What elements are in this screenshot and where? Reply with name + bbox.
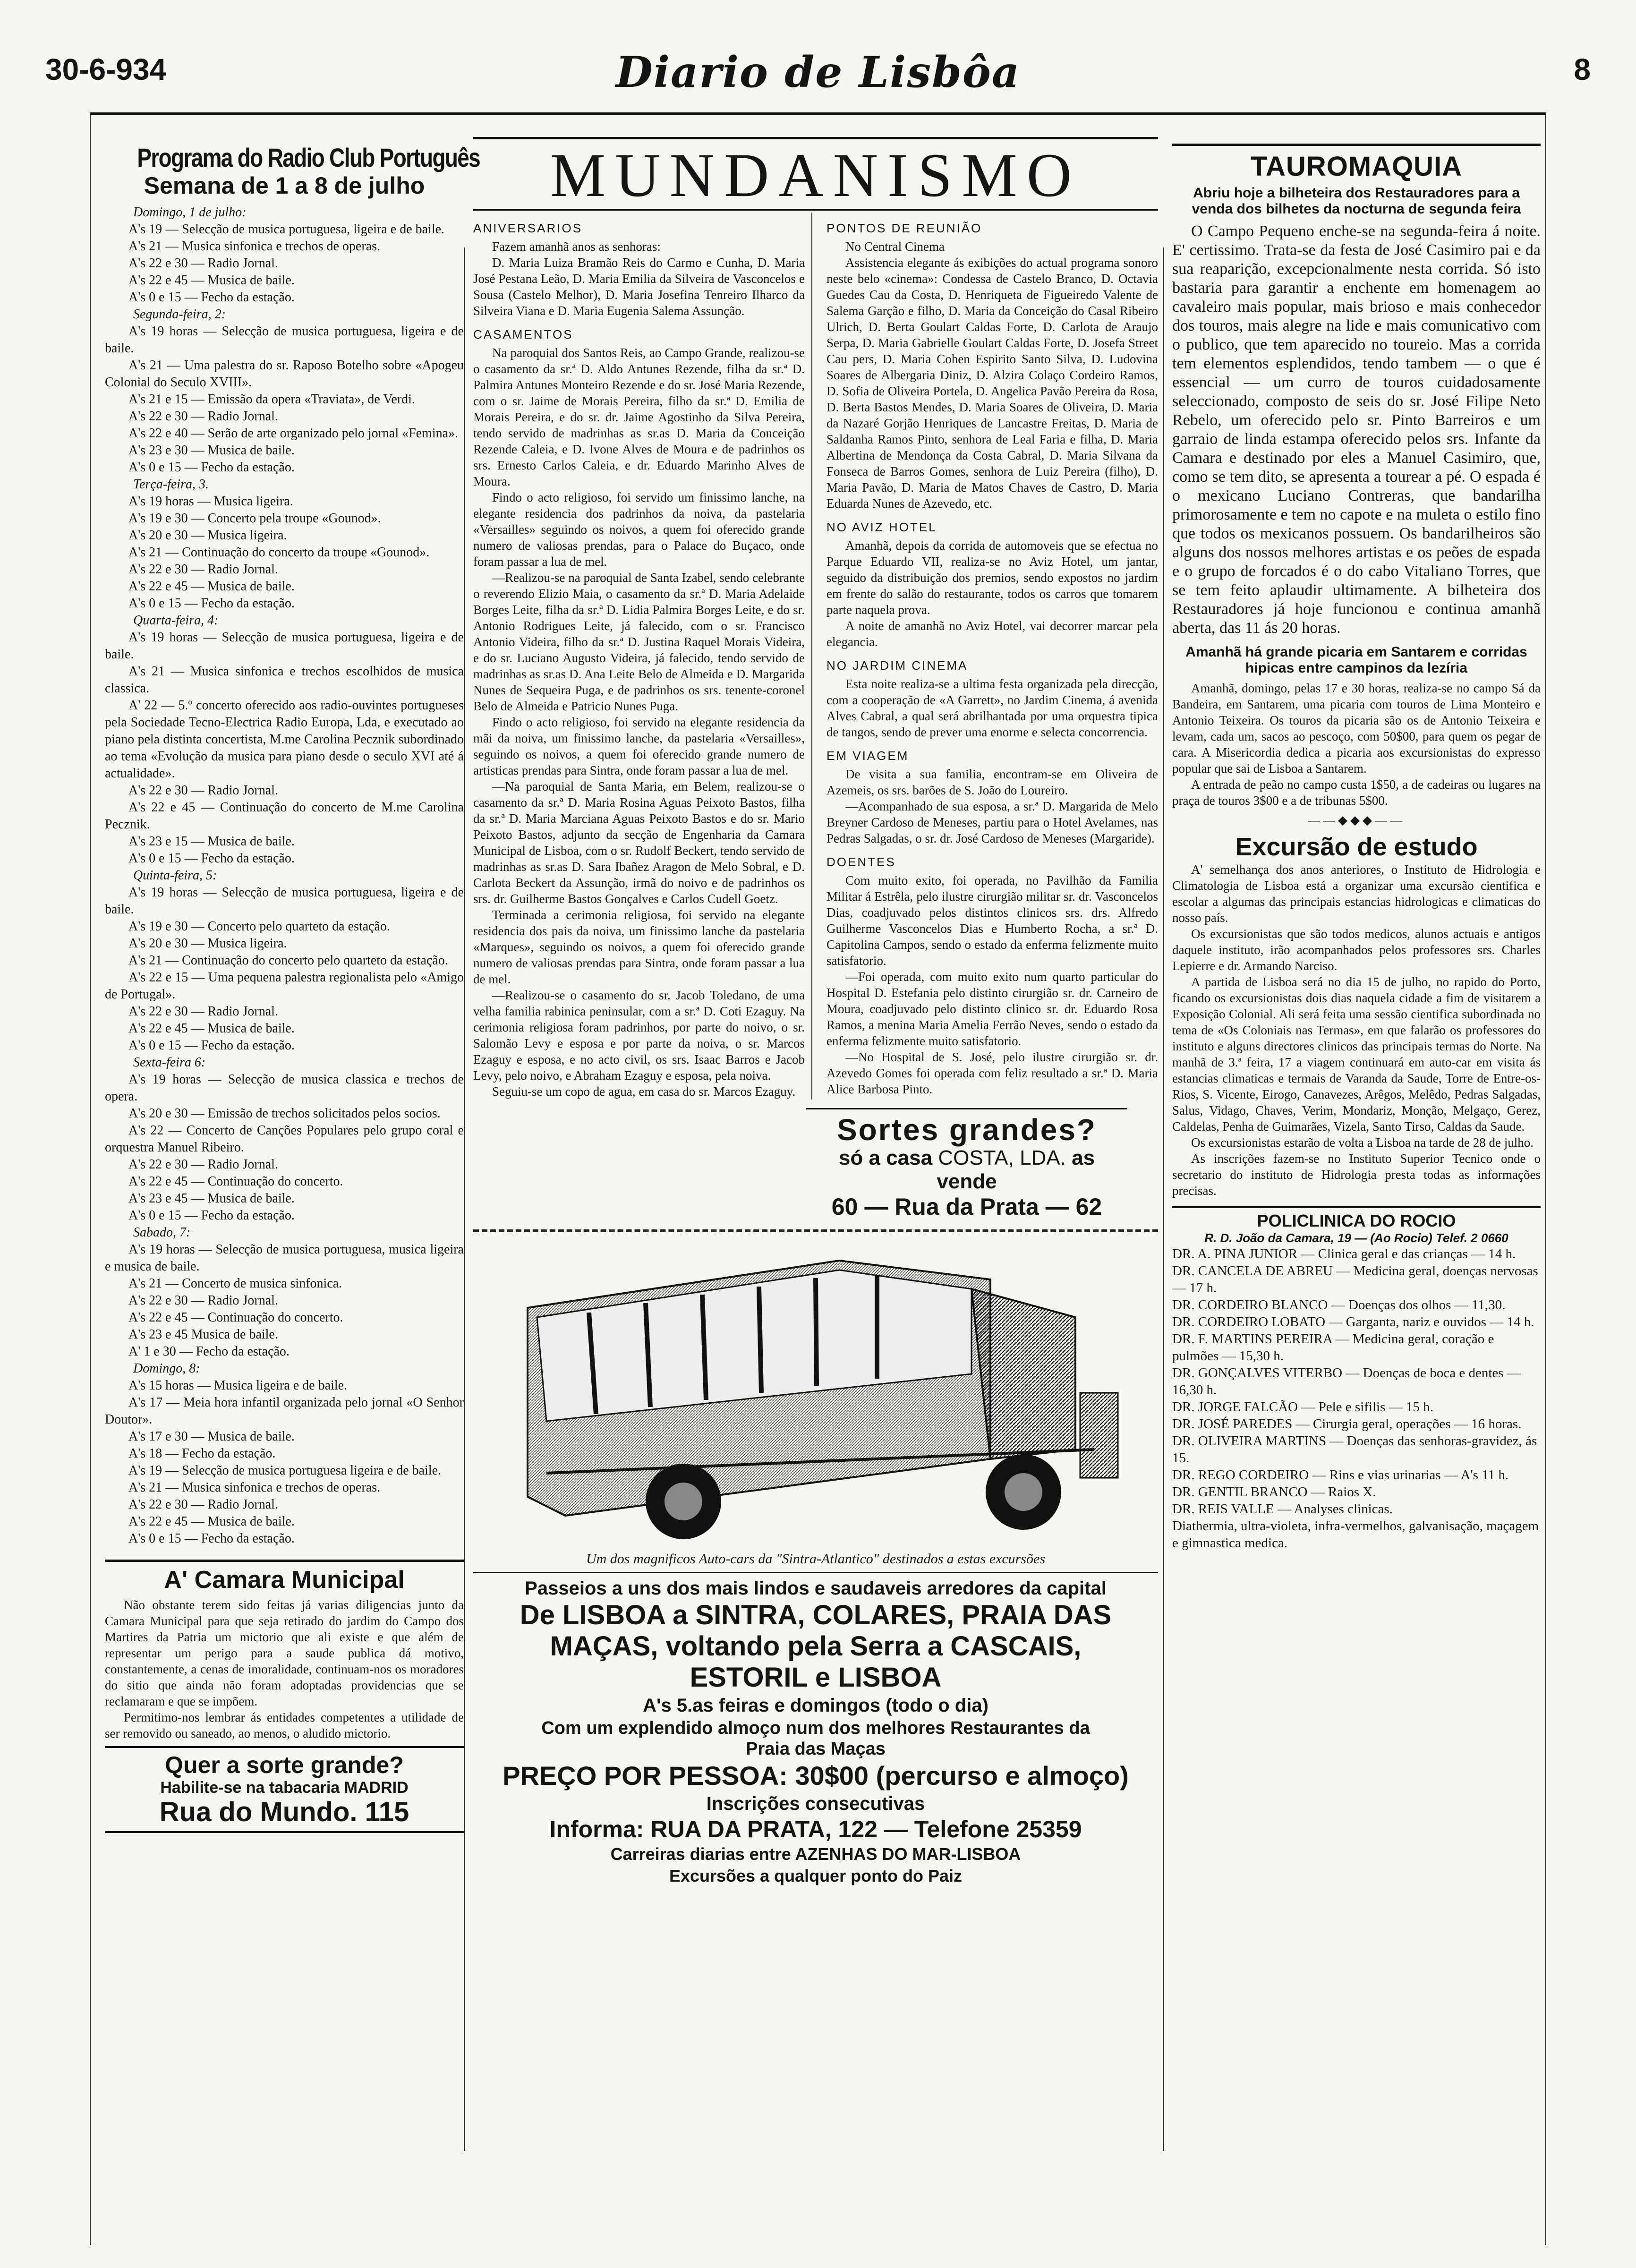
tauromaquia-body: O Campo Pequeno enche-se na segunda-feira á noite. E' certissimo. Trata-se da festa de José Casimiro pai e da sua reaparição, excepcionalmente nesta corrida. Só isto bastaria para garantir a enchente em homenagem ao cavaleiro mais popular, mais brioso e mais conhecedor dos touros, mais alegre na lide e mais comunicativo com o publico, que tem aparecido no toureio. Mas a corrida tem elementos esplendidos, tendo tambem — o que é essencial — um curro de touros cuidadosamente seleccionado, composto de seis do sr. José Filipe Neto Rebelo, um oferecido pelo sr. Pinto Barreiros e um garraio de linda estampa oferecido pelos srs. Infante da Camara e destinado por eles a Manuel Casimiro, que, como se tem dito, se apresenta a tourear a pé. O espada é o mexicano Luciano Contreras, que bandarilha primorosamente e tem no capote e na muleta o estilo fino que todos os mexicanos possuem. Os bandarilheiros são alguns dos nossos melhores artistas e os peões de espada e o grupo de forcados é o do cabo Vitaliano Torres, que se tem feito aplaudir ultimamente. A bilheteira dos Restauradores já hoje funcionou e continua amanhã aberta, das 11 ás 20 horas. [1172,222,1541,637]
clinic-entry: DR. A. PINA JUNIOR — Clinica geral e das crianças — 14 h. [1172,1246,1516,1262]
schedule-item: A's 17 — Meia hora infantil organizada pelo jornal «O Senhor Doutor». [105,1395,464,1427]
schedule-day: Quarta-feira, 4: [133,613,219,628]
schedule-item: A's 22 e 30 — Radio Jornal. [128,1497,278,1512]
bus-ad-line3: A's 5.as feiras e domingos (todo o dia) [643,1695,988,1716]
santarem-body-2: A entrada de peão no campo custa 1$50, a de cadeiras ou lugares na praça de touros 3$00 e a de tribunas 5$00. [1172,777,1541,808]
schedule-item: A's 21 — Continuação do concerto pelo quarteto da estação. [128,953,448,968]
bus-ad-text [473,1572,1158,1887]
schedule-item: A's 0 e 15 — Fecho da estação. [128,596,295,611]
section-heading: NO AVIZ HOTEL [827,520,937,534]
santarem-subtitle: Amanhã há grande picaria em Santarem e corridas hipicas entre campinos da lezíria [1185,644,1527,676]
schedule-item: A's 21 — Musica sinfonica e trechos de operas. [128,1480,381,1495]
schedule-item: A's 22 e 45 — Musica de baile. [128,273,295,288]
schedule-item: A's 22 e 45 — Continuação do concerto. [128,1310,343,1325]
schedule-item: A's 21 — Continuação do concerto da troupe «Gounod». [128,545,430,560]
schedule-item: A's 22 e 45 — Musica de baile. [128,579,295,594]
schedule-item: A's 21 — Concerto de musica sinfonica. [128,1276,342,1291]
clinic-entry: DR. OLIVEIRA MARTINS — Doenças das senhoras-gravidez, ás 15. [1172,1433,1537,1466]
section-paragraph: Fazem amanhã anos as senhoras: [492,239,661,254]
section-paragraph: Na paroquial dos Santos Reis, ao Campo Grande, realizou-se o casamento da sr.ª D. Aldo Antunes Rezende, filha da sr.ª D. Palmira Antunes Monteiro Rezende e do sr. José Maria Rezende, com o sr. Jaime de Morais Pereira, filho da sr.ª D. Emilia de Morais Pereira, e do sr. dr. Jaime Agostinho da Silva Pereira, tendo servido de madrinhas as sr.as D. Maria da Conceição Rezende Caleia, e D. Ivone Alves de Moura e de padrinhos os srs. Ernesto Carlos Caleia, e dr. Eduardo Marinho Alves de Moura. [473,346,805,488]
sortes-line2a: só a casa [838,1146,933,1169]
schedule-item: A's 22 e 45 — Musica de baile. [128,1514,295,1529]
sortes-line2c: as vende [937,1146,1095,1193]
section-paragraph: Findo o acto religioso, foi servido um finissimo lanche, na elegante residencia dos padrinhos da noiva, da pastelaria «Versailles» seguindo os noivos, a quem foi oferecido grande numero de valiosas prendas, para o Palace do Buçaco, onde foram passar a lua de mel. [473,490,805,569]
schedule-item: A's 22 e 30 — Radio Jornal. [128,256,278,271]
page-number: 8 [1574,52,1591,86]
schedule-item: A's 22 e 30 — Radio Jornal. [128,1157,278,1172]
page-frame [90,112,1546,2245]
schedule-day: Sexta-feira 6: [133,1055,206,1070]
schedule-item: A's 0 e 15 — Fecho da estação. [128,290,295,305]
schedule-item: A's 0 e 15 — Fecho da estação. [128,1038,295,1053]
section-paragraph: —Realizou-se o casamento do sr. Jacob Toledano, de uma velha familia rabinica peninsular, com a sr.ª D. Coti Ezaguy. Na cerimonia religiosa foram padrinhos, por parte do noivo, o sr. Salomão Levy e esposa e por parte da noiva, o sr. Marcos Ezaguy e esposa, e no acto civil, os srs. Isaac Barros e Jacob Levy, pelo noivo, e Abraham Ezaguy e esposa, pela noiva. [473,988,805,1083]
autocar-bus-image [480,1251,1151,1544]
masthead [45,47,1591,99]
schedule-item: A's 19 — Selecção de musica portuguesa, ligeira e de baile. [128,222,445,237]
schedule-item: A's 19 horas — Selecção de musica portuguesa, ligeira e de baile. [105,630,464,662]
schedule-item: A's 17 e 30 — Musica de baile. [128,1429,295,1444]
schedule-day: Domingo, 8: [133,1361,200,1376]
schedule-item: A's 0 e 15 — Fecho da estação. [128,1208,295,1223]
mundanismo-title: MUNDANISMO [473,137,1158,211]
bus-ad-line4: Com um explendido almoço num dos melhores Restaurantes da Praia das Maças [541,1718,1090,1759]
schedule-item: A's 22 e 30 — Radio Jornal. [128,1293,278,1308]
schedule-item: A's 19 horas — Selecção de musica portuguesa, musica ligeira e musica de baile. [105,1242,464,1274]
sortes-line2b: COSTA, LDA. [938,1146,1066,1169]
section-paragraph: Com muito exito, foi operada, no Pavilhão da Familia Militar á Estrêla, pelo ilustre cirurgião militar sr. dr. Vasconcelos Dias, coadjuvado pelos distintos clinicos srs. drs. Alfredo Guilherme Vasconcelos Dias e Humberto Rocha, a sr.ª D. Capitolina Campos, sendo o estado da enferma felizmente muito satisfatorio. [827,873,1158,968]
section-paragraph: —Foi operada, com muito exito num quarto particular do Hospital D. Estefania pelo distinto cirurgião sr. dr. Carneiro de Moura, coadjuvado pelo distinto clinico sr. dr. Eduardo Rosa Ramos, a menina Maria Amelia Ferrão Neves, sendo o estado da enferma felizmente muito satisfatorio. [827,970,1158,1048]
sorte-ad-line1: Quer a sorte grande? [165,1752,404,1778]
section-paragraph: —Acompanhado de sua esposa, a sr.ª D. Margarida de Melo Breyner Cardoso de Meneses, partiu para o Hotel Avelames, nas Pedras Salgadas, o sr. dr. José Cardoso de Meneses (Margaride). [827,799,1158,845]
schedule-item: A's 0 e 15 — Fecho da estação. [128,851,295,866]
schedule-item: A's 23 e 30 — Musica de baile. [128,443,295,458]
section-paragraph: Assistencia elegante ás exibições do actual programa sonoro neste belo «cinema»: Condessa de Castelo Branco, D. Octavia Guedes Cau da Costa, D. Henriqueta de Figueiredo Valente de Salema Garção e filho, D. Maria da Conceição do Casal Ribeiro Ulrich, D. Berta Goulart Caldas Forte, D. Carlota de Araujo Serpa, D. Maria Gabrielle Goulart Caldas Forte, D. Josefa Street Cau pers, D. Maria Cohen Espirito Santo Silva, D. Ludovina Soares de Albergaria Diniz, D. Alzira Colaço Cordeiro Ramos, D. Sofia de Oliveira Portela, D. Angelica Pavão Pereira da Rosa, D. Berta Bastos Mendes, D. Maria Soares de Oliveira, D. Maria da Nazaré Gorjão Henriques de Lancastre Freitas, D. Maria de Saldanha Ramos Pinto, senhora de Leal Faria e filha, D. Maria Albertina de Mendonça da Costa Cabral, D. Maria Silvana da Fonseca de Barros Gomes, senhora de Luiz Pereira (filho), D. Maria Pavão, D. Maria de Matos Chaves de Castro, D. Maria Eduarda Nunes de Azevedo, etc. [827,256,1158,511]
schedule-day: Quinta-feira, 5: [133,868,217,883]
section-paragraph: —Realizou-se na paroquial de Santa Izabel, sendo celebrante o reverendo Elizio Maia, o casamento da sr.ª D. Maria Adelaide Borges Leite, filha da sr.ª D. Lidia Palmira Borges Leite, e do sr. Antonio Rodrigues Leite, já falecido, com o sr. Francisco Antonio Videira, filho da sr.ª D. Justina Raquel Morais Videira, e do sr. Luciano Augusto Videira, já falecido, tendo servido de madrinhas as sr.as D. Ana Leite Belo de Almeida e D. Margarida Nunes de Sequeira Puga, e de padrinhos os srs. tenente-coronel Belo de Almeida e Patricio Nunes Puga. [473,571,805,713]
section-paragraph: Findo o acto religioso, foi servido na elegante residencia da mãi da noiva, um finissimo lanche, da pastelaria «Versailles», seguindo os noivos, a quem foi oferecido grande numero de artisticas prendas para Sintra, onde foram passar a lua de mel. [473,715,805,777]
clinic-entry: DR. CANCELA DE ABREU — Medicina geral, doenças nervosas — 17 h. [1172,1263,1538,1296]
camara-title: A' Camara Municipal [164,1566,405,1594]
clinic-entry: DR. GENTIL BRANCO — Raios X. [1172,1484,1376,1500]
clinic-entry: DR. CORDEIRO BLANCO — Doenças dos olhos — 11,30. [1172,1297,1506,1313]
section-heading: EM VIAGEM [827,749,909,763]
schedule-item: A's 22 e 45 — Musica de baile. [128,1021,295,1036]
sorte-ad-line2: Habilite-se na tabacaria MADRID [160,1779,409,1797]
section-paragraph: A noite de amanhã no Aviz Hotel, vai decorrer marcar pela elegancia. [827,619,1158,649]
section-paragraph: Amanhã, depois da corrida de automoveis que se efectua no Parque Eduardo VII, realiza-se no Aviz Hotel, um jantar, seguido da distribuição dos premios, sendo expostos no jardim em frente do salão do restaurante, todos os carros que tomarem parte naquela prova. [827,538,1158,617]
schedule-item: A's 22 e 40 — Serão de arte organizado pelo jornal «Femina». [128,426,459,441]
bus-caption: Um dos magnificos Auto-cars da "Sintra-Atlantico" destinados a estas excursões [586,1551,1046,1567]
schedule-item: A's 23 e 45 — Musica de baile. [128,1191,295,1206]
mundanismo-right [827,213,1158,1100]
bus-ad-line1: Passeios a uns dos mais lindos e saudaveis arredores da capital [525,1578,1107,1599]
schedule-item: A's 21 — Uma palestra do sr. Raposo Botelho sobre «Apogeu Colonial do Seculo XVIII». [105,358,464,390]
bus-ad-line6: Inscrições consecutivas [706,1793,925,1814]
sortes-line3: 60 — Rua da Prata — 62 [831,1194,1102,1220]
bus-ad-line5: PREÇO POR PESSOA: 30$00 (percurso e almoço) [503,1761,1129,1791]
clinic-entry: DR. JOSÉ PAREDES — Cirurgia geral, operações — 16 horas. [1172,1416,1522,1432]
clinic-entry: DR. GONÇALVES VITERBO — Doenças de boca e dentes — 16,30 h. [1172,1365,1521,1398]
excursao-paragraph: A partida de Lisboa será no dia 15 de julho, no rapido do Porto, ficando os excursionistas dois dias naquela cidade a fim de visitarem a Exposição Colonial. Ali será feita uma sessão cientifica subordinada no tema de «Os Coloniais nas Termas», em que falarão os professores do instituto e alguns directores clinicos das principais termas do Norte. Na manhã de 3.ª feira, 17 a viagem continuará em auto-car em visita ás estancias climaticas e termais de Varanda da Saude, Torre de Entre-os-Rios, S. Vicente, Eirogo, Canavezes, Arêgos, Melêdo, Pedras Salgadas, Salus, Vidago, Chaves, Verim, Mondariz, Monção, Melgaço, Gerez, Caldelas, Penha de Guimarães, Vizela, Santo Tirso, Caldas da Saude. [1172,975,1541,1134]
schedule-item: A's 22 — Concerto de Canções Populares pelo grupo coral e orquestra Manuel Ribeiro. [105,1123,464,1155]
bus-ad-line2: De LISBOA a SINTRA, COLARES, PRAIA DAS MAÇAS, voltando pela Serra a CASCAIS, ESTORIL e LISBOA [520,1600,1112,1693]
radio-subtitle: Semana de 1 a 8 de julho [144,172,425,199]
mundanismo-columns [473,213,1158,1100]
schedule-item: A's 19 e 30 — Concerto pelo quarteto da estação. [128,919,390,934]
sorte-grande-ad [105,1746,464,1833]
schedule-item: A's 20 e 30 — Musica ligeira. [128,528,287,543]
column-rule [464,247,465,2151]
section-paragraph: No Central Cinema [845,239,945,254]
clinic-entry: Diathermia, ultra-violeta, infra-vermelhos, galvanisação, maçagem e gimnastica medica. [1172,1518,1539,1551]
schedule-item: A's 0 e 15 — Fecho da estação. [128,460,295,475]
schedule-item: A's 23 e 45 Musica de baile. [128,1327,278,1342]
sortes-grandes-ad [806,1108,1127,1220]
bus-ad-line7: Informa: RUA DA PRATA, 122 — Telefone 25359 [549,1816,1082,1842]
schedule-day: Terça-feira, 3. [133,477,209,492]
sorte-ad-line3: Rua do Mundo. 115 [159,1797,409,1827]
issue-date: 30-6-934 [45,52,167,86]
schedule-item: A's 19 e 30 — Concerto pela troupe «Gounod». [128,511,381,526]
radio-schedule [105,204,464,1547]
schedule-item: A's 22 e 15 — Uma pequena palestra regionalista pelo «Amigo de Portugal». [105,970,464,1002]
schedule-item: A's 22 e 30 — Radio Jornal. [128,409,278,424]
schedule-item: A's 22 e 45 — Continuação do concerto. [128,1174,343,1189]
schedule-item: A's 23 e 15 — Musica de baile. [128,834,295,849]
schedule-item: A's 19 horas — Selecção de musica portuguesa, ligeira e de baile. [105,885,464,917]
section-heading: CASAMENTOS [473,327,573,341]
clinic-entry: DR. CORDEIRO LOBATO — Garganta, nariz e ouvidos — 14 h. [1172,1314,1534,1330]
section-paragraph: D. Maria Luiza Bramão Reis do Carmo e Cunha, D. Maria José Pestana Leão, D. Maria Emilia da Silveira de Vasconcelos e Sousa (Castelo Melhor), D. Maria Josefina Tenreiro Ilharco da Silveira Viana e D. Maria Eugenia Salema Assunção. [473,256,805,318]
radio-title: Programa do Radio Club Português [137,143,480,172]
excursao-paragraph: A' semelhança dos anos anteriores, o Instituto de Hidrologia e Climatologia de Lisboa está a organizar uma excursão cientifica e escolar a algumas das principais estancias hidrologicas e climaticas do nosso país. [1172,862,1541,925]
clinic-entry: DR. F. MARTINS PEREIRA — Medicina geral, coração e pulmões — 15,30 h. [1172,1331,1494,1364]
clinic-entry: DR. REGO CORDEIRO — Rins e vias urinarias — A's 11 h. [1172,1467,1509,1483]
schedule-item: A's 22 e 30 — Radio Jornal. [128,1004,278,1019]
camara-body-2: Permitimo-nos lembrar ás entidades competentes a utilidade de ser removido ou saneado, ao menos, o aludido mictorio. [105,1710,464,1740]
schedule-day: Domingo, 1 de julho: [133,205,247,220]
newspaper-title: Diario de Lisbôa [615,47,1021,97]
section-paragraph: Seguiu-se um copo de agua, em casa do sr. Marcos Ezaguy. [492,1084,796,1099]
column-radio [53,143,480,2245]
section-heading: NO JARDIM CINEMA [827,658,968,673]
excursao-paragraph: Os excursionistas estarão de volta a Lisboa na tarde de 28 de julho. [1191,1135,1534,1150]
schedule-item: A's 22 e 30 — Radio Jornal. [128,562,278,577]
schedule-item: A's 22 e 30 — Radio Jornal. [128,783,278,798]
excursao-paragraph: Os excursionistas que são todos medicos, alunos actuais e antigos daquele instituto, irão acompanhados pelos professores srs. Charles Lepierre e dr. Armando Narciso. [1172,927,1541,973]
schedule-item: A's 19 horas — Selecção de musica classica e trechos de opera. [105,1072,464,1104]
excursao-paragraph: As inscrições fazem-se no Instituto Superior Tecnico onde o secretario do instituto de Hidrologia presta todas as informações precisas. [1172,1151,1541,1198]
policlinica-list [1172,1245,1541,1552]
section-paragraph: De visita a sua familia, encontram-se em Oliveira de Azemeis, os srs. barões de S. João do Loureiro. [827,767,1158,797]
excursao-title: Excursão de estudo [1235,833,1478,861]
schedule-item: A's 19 horas — Selecção de musica portuguesa, ligeira e de baile. [105,324,464,356]
schedule-item: A's 20 e 30 — Emissão de trechos solicitados pelos socios. [128,1106,441,1121]
bus-advertisement [473,1229,1158,1887]
schedule-item: A's 15 horas — Musica ligeira e de baile. [128,1378,348,1393]
column-right [1172,144,1541,2245]
policlinica-ad [1172,1206,1541,1552]
schedule-item: A's 19 horas — Musica ligeira. [128,494,293,509]
section-paragraph: Terminada a cerimonia religiosa, foi servido na elegante residencia dos pais da noiva, um finissimo lanche da pastelaria «Marques», seguindo os noivos, a quem foi oferecido grande numero de valiosas prendas para Sintra, onde foram passar a lua de mel. [473,908,805,986]
schedule-item: A's 21 — Musica sinfonica e trechos escolhidos de musica classica. [105,664,464,696]
schedule-item: A's 21 e 15 — Emissão da opera «Traviata», de Verdi. [128,392,415,407]
excursao-body [1172,861,1541,1199]
section-paragraph: —Na paroquial de Santa Maria, em Belem, realizou-se o casamento da sr.ª D. Maria Rosina Aguas Peixoto Bastos, filha da sr.ª D. Maria Marciana Aguas Peixoto Bastos e do sr. Mario Peixoto Bastos, adjunto da secção de Engenharia da Camara Municipal de Lisboa, com o sr. Rudolf Beckert, tendo servido de madrinhas as sr.as D. Sara Ibañez Aragon de Melo Sobral, e D. Carlota Beckert da Assunção, irmã do noivo e de padrinhos os srs. dr. Guilherme Bastos Gonçalves e Carlos Cudell Goetz. [473,779,805,906]
policlinica-title: POLICLINICA DO ROCIO [1172,1206,1541,1231]
ornament-divider: ——◆◆◆—— [1308,813,1405,827]
tauromaquia-title: TAUROMAQUIA [1172,144,1541,182]
schedule-item: A's 20 e 30 — Musica ligeira. [128,936,287,951]
schedule-item: A's 22 e 45 — Continuação do concerto de M.me Carolina Pecznik. [105,800,464,832]
schedule-item: A's 0 e 15 — Fecho da estação. [128,1531,295,1546]
column-rule [1163,247,1164,2151]
santarem-body: Amanhã, domingo, pelas 17 e 30 horas, realiza-se no campo Sá da Bandeira, em Santarem, uma picaria com touros de Lima Monteiro e Antonio Teixeira. Os touros da picaria são os de Antonio Teixeira e levam, cada um, sacos ao pescoço, com 50$00, para quem os pegar de cara. A Misericordia dedica a picaria aos excursionistas do expresso popular que sai de Lisboa a Santarem. [1172,681,1541,776]
schedule-item: A's 19 — Selecção de musica portuguesa ligeira e de baile. [128,1463,442,1478]
section-heading: DOENTES [827,855,896,869]
clinic-entry: DR. REIS VALLE — Analyses clinicas. [1172,1501,1393,1517]
sortes-line1: Sortes grandes? [836,1113,1097,1147]
schedule-day: Segunda-feira, 2: [133,307,226,322]
camara-body: Não obstante terem sido feitas já varias diligencias junto da Camara Municipal para que seja retirado do jardim do Campo dos Martires da Patria um mictorio que ali existe e que além de representar um perigo para a saude publica dá motivo, constantemente, a cenas de imoralidade, continuam-nos os moradores do sitio que ainda não foram adoptadas providencias que se reclamaram e que se impõem. [105,1598,464,1708]
bus-ad-line8: Carreiras diarias entre AZENHAS DO MAR-LISBOA [610,1844,1021,1864]
column-mundanismo [473,137,1158,2245]
schedule-item: A's 21 — Musica sinfonica e trechos de operas. [128,239,381,254]
schedule-day: Sabado, 7: [133,1225,191,1240]
camara-article [105,1560,464,1741]
schedule-item: A' 22 — 5.º concerto oferecido aos radio-ouvintes portugueses pela Sociedade Tecno-Electrica Radio Europa, Lda, e executado ao piano pela distinta concertista, M.me Carolina Pecznik subordinado ao tema «Evolução da musica para piano desde o seculo XVI até á actualidade». [105,698,464,781]
mundanismo-left [473,213,812,1100]
schedule-item: A's 18 — Fecho da estação. [128,1446,276,1461]
clinic-entry: DR. JORGE FALCÃO — Pele e sifilis — 15 h. [1172,1399,1433,1415]
section-paragraph: Esta noite realiza-se a ultima festa organizada pela direcção, com a cooperação de «A Garrett», no Jardim Cinema, á avenida Alves Cabral, a qual será abrilhantada por uma orquestra tipica de tangos, sendo de prever uma enorme e selecta concorrencia. [827,677,1158,739]
section-paragraph: —No Hospital de S. José, pelo ilustre cirurgião sr. dr. Azevedo Gomes foi operada com feliz resultado a sr.ª D. Maria Alice Barbosa Pinto. [827,1050,1158,1096]
section-heading: PONTOS DE REUNIÃO [827,221,982,235]
tauromaquia-subtitle: Abriu hoje a bilheteira dos Restauradores para a venda dos bilhetes da nocturna de segunda feira [1192,185,1521,217]
bus-ad-line9: Excursões a qualquer ponto do Paiz [669,1866,963,1885]
schedule-item: A' 1 e 30 — Fecho da estação. [128,1344,290,1359]
section-heading: ANIVERSARIOS [473,221,583,235]
policlinica-address: R. D. João da Camara, 19 — (Ao Rocio) Telef. 2 0660 [1204,1231,1508,1245]
